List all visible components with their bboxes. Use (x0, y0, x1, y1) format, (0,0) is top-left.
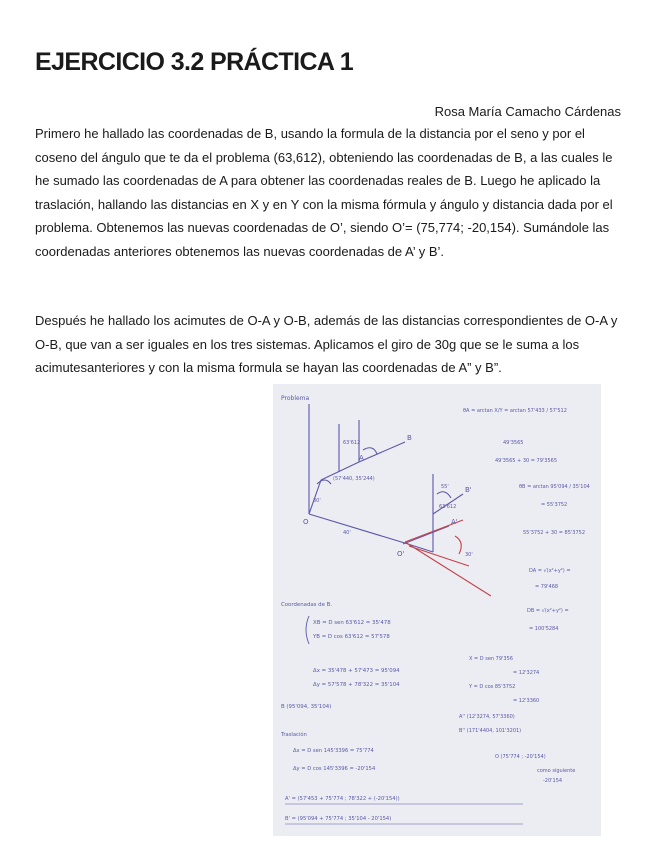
section-c-line: B' = (95'094 + 75'774 ; 35'104 - 20'154) (285, 816, 392, 822)
section-c-line: Δx = D sen 145'3396 = 75'774 (293, 748, 374, 754)
right-line: = 12'3360 (513, 698, 540, 704)
paragraph-1: Primero he hallado las coordenadas de B, usando la formula de la distancia por el seno y por el coseno del ángulo que te da el problema (63,612), obteniendo las coordenadas de B, a las cuales le he sumado las coordenadas de A para obtener las coordenadas reales de B. Luego he aplicado la traslación, hallando las distancias en X y en Y con la misma fórmula y ángulo y distancia dada por el problema. Obtenemos las nuevas coordenadas de O’, siendo O’= (75,774; -20,154). Sumándole las coordenadas anteriores obtenemos las nuevas coordenadas de A’ y B’. (35, 126, 613, 259)
label-o-prime: O' (397, 550, 405, 558)
document-title: EJERCICIO 3.2 PRÁCTICA 1 (35, 48, 354, 76)
right-line: Y = D cos 85'3752 (469, 684, 516, 690)
right-line: X = D sen 79'356 (469, 656, 513, 662)
diagram-value-6: 63'612 (439, 504, 457, 510)
section-b-title: Coordenadas de B. (281, 602, 333, 608)
diagram-value-7: 30' (465, 552, 473, 558)
diagram-value-3: 30' (313, 498, 321, 504)
right-line: = 100'5284 (529, 626, 559, 632)
right-line: -20'154 (543, 778, 563, 784)
author-name: Rosa María Camacho Cárdenas (434, 104, 621, 119)
section-c-title: Traslación (281, 732, 307, 738)
right-line: como siguiente (537, 768, 576, 774)
label-a: A (359, 454, 364, 462)
section-b-line: B (95'094, 35'104) (281, 704, 332, 710)
section-c-line: Δy = D cos 145'3396 = -20'154 (293, 766, 376, 772)
right-line: DA = √(x²+y²) = (529, 568, 571, 574)
right-line: = 12'3274 (513, 670, 540, 676)
right-line: = 79'468 (535, 584, 559, 590)
right-line: 49'3565 (503, 440, 524, 446)
right-line: 55'3752 + 30 = 85'3752 (523, 530, 586, 536)
section-b-line: XB = D sen 63'612 = 35'478 (313, 620, 391, 626)
label-b-prime: B' (465, 486, 472, 494)
diagram-value-5: 55' (441, 484, 449, 490)
label-b: B (407, 434, 412, 442)
section-b-line: Δy = 57'578 + 78'322 = 35'104 (313, 682, 400, 688)
handwritten-notes-photo (273, 384, 601, 836)
right-line: B'' (171'4404, 101'3201) (459, 728, 522, 734)
section-b-line: Δx = 35'478 + 57'473 = 95'094 (313, 668, 400, 674)
right-line: A'' (12'3274, 57'3360) (459, 714, 515, 720)
section-b-line: YB = D cos 63'612 = 57'578 (313, 634, 390, 640)
right-line: DB = √(x²+y²) = (527, 608, 569, 614)
diagram-value-2: (57'440, 35'244) (333, 476, 375, 482)
label-o: O (303, 518, 309, 526)
label-a-prime: A' (451, 518, 458, 526)
handwritten-notes-drawing (273, 384, 601, 836)
right-line: = 55'3752 (541, 502, 568, 508)
right-line: θA = arctan X/Y = arctan 57'433 / 57'512 (463, 408, 567, 414)
right-line: 49'3565 + 30 = 79'3565 (495, 458, 558, 464)
diagram-value-4: 40' (343, 530, 351, 536)
diagram-value-1: 63'612 (343, 440, 361, 446)
right-line: θB = arctan 95'094 / 35'104 (519, 484, 590, 490)
right-line: O (75'774 ; -20'154) (495, 754, 546, 760)
paragraph-2: Después he hallado los acimutes de O-A y O-B, además de las distancias correspondientes de O-A y O-B, que van a ser iguales en los tres sistemas. Aplicamos el giro de 30g que se le suma a los acimutesanteriores y con la misma formula se hayan las coordenadas de A” y B”. (35, 313, 618, 375)
section-c-line: A' = (57'453 + 75'774 ; 78'322 + (-20'154)) (285, 796, 400, 802)
notes-heading: Problema (281, 395, 310, 402)
